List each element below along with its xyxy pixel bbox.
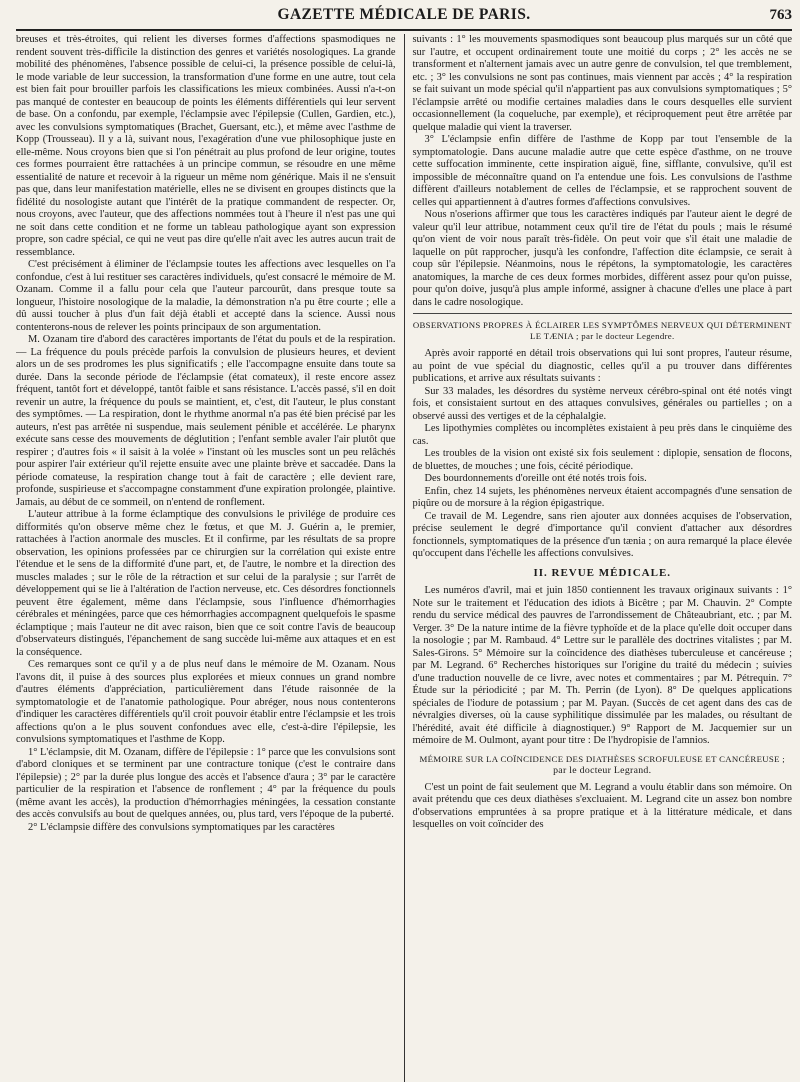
paragraph: Ces remarques sont ce qu'il y a de plus neuf dans le mémoire de M. Ozanam. Nous l'avons dit, il puise à des sources plus explorées et mieux connues un grand nombre d'autres éléments d'appréciation, particulièrement dans l'étude raisonnée de la symptomatologie et de l'anatomie pathologique. Pour abréger, nous nous contenterons d'indiquer les caractères différentiels qu'il croit pouvoir établir entre l'éclampsie et les trois affections qu'on a le plus souvent confondues avec elle, c'est-à-dire l'épilepsie, les convulsions symptomatiques et l'asthme de Kopp. (16, 659, 396, 745)
paragraph: suivants : 1° les mouvements spasmodiques sont beaucoup plus marqués sur un côté que sur l'autre, et occupent ordinairement toute une moitié du corps ; 2° les accès ne se transforment et n'alternent jamais avec un autre genre de convulsion, tel que tremblement, etc. ; 3° les convulsions ne sont pas continues, mais viennent par accès ; 4° la respiration se fait suivant un mode spécial qu'il n'appartient pas aux convulsions symptomatiques ; 5° l'éclampsie arrêté ou modifie certaines maladies dans le cours desquelles elle survient occasionnellement (la coqueluche, par exemple), et réciproquement peut être arrêtée par quelque maladie qui vient la traverser. (412, 34, 792, 133)
page-number: 763 (769, 7, 792, 23)
section-title: II. REVUE MÉDICALE. (533, 566, 672, 579)
paragraph: Des bourdonnements d'oreille ont été notés trois fois. (424, 473, 647, 484)
paragraph: C'est un point de fait seulement que M. Legrand a voulu établir dans son mémoire. On avait prétendu que ces deux diathèses s'excluaient. M. Legrand cite un assez bon nombre d'observations empruntées à sa propre pratique et à la littérature médicale, et dans lesquelles on voit coïncider des (412, 781, 792, 830)
memoire-heading-title: MÉMOIRE SUR LA COÏNCIDENCE DES DIATHÈSES SCROFULEUSE ET CANCÉREUSE ; (419, 753, 786, 764)
left-column (16, 34, 402, 1082)
paragraph: 1° L'éclampsie, dit M. Ozanam, diffère de l'épilepsie : 1° parce que les convulsions sont d'abord cloniques et se terminent par une contracture tonique (c'est le contraire dans l'épilepsie) ; 2° par la durée plus longue des accès et l'absence d'aura ; 3° par le caractère particulier de la respiration et l'absence de ronflement ; 4° par la fréquence du pouls (même avant les accès), la production d'hémorrhagies méningées, la cessation constante des accès convulsifs au bout de quelques années, ou, plus tard, vers l'époque de la puberté. (16, 746, 396, 820)
paragraph: 3° L'éclampsie enfin diffère de l'asthme de Kopp par tout l'ensemble de la symptomatologie. Dans aucune maladie autre que cette espèce d'asthme, on ne trouve cette suffocation imminente, cette inspiration aiguë, fine, sifflante, convulsive, qu'il est impossible de méconnaître quand on l'a entendue une fois. Les convulsions de l'asthme diffèrent d'ailleurs notablement de celles de l'éclampsie, et se rapprochent souvent de celles qui appartiennent à d'autres formes d'affections convulsives. (412, 134, 792, 208)
memoire-heading (413, 754, 793, 776)
memoire-heading-author: par le docteur Legrand. (553, 764, 652, 776)
paragraph: Nous n'oserions affirmer que tous les caractères indiqués par l'auteur aient le degré de valeur qu'il leur attribue, notamment ceux qu'il tire de l'état du pouls ; mais le résumé qu'on vient de voir nous paraît très-fidèle. On peut voir que s'il était une maladie de laquelle on pût rapprocher, jusqu'à les confondre, l'affection dite éclampsie, ce serait à coup sûr l'épilepsie. Néanmoins, nous le répétons, la symptomatologie, les caractères anatomiques, la marche de ces deux formes morbides, diffèrent assez pour qu'on puisse, pour qu'on doive, jusqu'à plus ample informé, assigner à chacune d'elles une place à part dans le cadre nosologique. (412, 209, 792, 308)
paragraph: breuses et très-étroites, qui relient les diverses formes d'affections spasmodiques ne rendent souvent très-difficile la distinction des genres et variétés nosologiques. La grande mobilité des phénomènes, l'absence possible de celui-ci, la présence possible de celui-là, le mode variable de leur succession, la transformation d'une forme en une autre, tout cela est bien fait pour brouiller parfois les classifications les mieux combinées. Aussi n'a-t-on pas manqué de contester en beaucoup de points les éléments différentiels qui leur servent de base. On a confondu, par exemple, l'éclampsie avec l'épilepsie (Cullen, Gardien, etc.), avec les convulsions symptomatiques (Brachet, Guersant, etc.), et même avec l'asthme de Kopp (Trousseau). Il y a là, suivant nous, l'exagération d'une vue philosophique juste en elle-même. Nous croyons bien que si l'on pénétrait au plus profond de leur origine, toutes ces formes pourraient être rattachées à un principe commun, se résoudre en une même essentialité de nature et recevoir à la rigueur un même nom générique. Mais il ne s'ensuit pas que, dans leur manifestation matérielle, elles ne se divisent en groupes distincts que la fidélité du nosologiste autant que l'intérêt de la pratique commandent de respecter. Or, nous croyons, avec l'auteur, que des affections nommées tout à l'heure il n'est pas une qui ne soit dans cette condition et ne forme un tableau pathologique ayant son expression propre, son cadre spécial, ce qui ne veut pas dire qu'elle n'ait avec les autres aucun trait de ressemblance. (16, 34, 396, 258)
paragraph: L'auteur attribue à la forme éclamptique des convulsions le privilége de produire ces difformités qu'on observe même chez le fœtus, et que M. J. Guérin a, le premier, rattachées à l'action anormale des muscles. Et il confirme, par les résultats de sa propre observation, les opinions professées par ce chirurgien sur la corrélation qui existe entre l'étendue et le sens de la difformité d'une part, et, de l'autre, le nombre et la direction des muscles malades ; sur le rôle de la rétraction et sur celui de la paralysie ; sur l'arrêt de développement qui se lie à l'altération de l'action nerveuse, etc. Ces désordres fonctionnels peuvent être également, même dans l'éclampsie, sous l'influence d'hémorrhagies cérébrales et méningées, parce que ces hémorrhagies accompagnent quelquefois le spasme éclamptique ; mais l'auteur ne dit avec raison, bien que ce soit contre l'avis de beaucoup d'observateurs distingués, l'épanchement de sang succède lui-même aux attaques et en est la conséquence. (16, 509, 396, 658)
column-divider (404, 34, 405, 1082)
paragraph: Après avoir rapporté en détail trois observations qui lui sont propres, l'auteur résume, au point de vue spécial du diagnostic, celles qu'il a pu trouver dans différentes publications, et arrive aux résultats suivants : (412, 348, 792, 384)
paragraph: Les lipothymies complètes ou incomplètes existaient à peu près dans le cinquième des cas. (412, 423, 792, 447)
paragraph: 2° L'éclampsie diffère des convulsions symptomatiques par les caractères (28, 821, 335, 833)
paragraph: Les numéros d'avril, mai et juin 1850 contiennent les travaux originaux suivants : 1° Note sur le traitement et l'éducation des idiots à Bicêtre ; par M. Chauvin. 2° Compte rendu du service médical des pauvres de l'arrondissement de Châteaubriant, etc. ; par M. Verger. 3° De la nature intime de la fièvre typhoïde et de la place qu'elle doit occuper dans la nosologie ; par M. Rambaud. 4° Lettre sur le parallèle des doctrines vitalistes ; par M. Sales-Girons. 5° Mémoire sur la coïncidence des diathèses tuberculeuse et cancéreuse ; par M. Legrand. 6° Recherches historiques sur l'origine du traité du médecin ; suivies d'une traduction nouvelle de ce livre, avec notes et commentaires ; par M. Pétrequin. 7° Étude sur la périodicité ; par M. Th. Perrin (de Lyon). 8° De quelques applications spéciales de l'iodure de potassium ; par M. Payan. (Succès de cet agent dans des cas de névralgies diverses, où la cause syphilitique dissimulée par les malades, ou résultant de l'hérédité, avait été difficile à diagnostiquer.) 9° Rapport de M. Jacquemier sur un mémoire de M. Oulmont, ayant pour titre : De l'hydropisie de l'amnios. (412, 585, 792, 746)
paragraph: Enfin, chez 14 sujets, les phénomènes nerveux étaient accompagnés d'une sensation de piqûre ou de morsure à la région épigastrique. (412, 485, 792, 509)
page-header (16, 6, 792, 31)
section-rule (413, 313, 793, 314)
observations-heading: OBSERVATIONS PROPRES À ÉCLAIRER LES SYMPTÔMES NERVEUX QUI DÉTERMINENT LE TÆNIA ; par le docteur Legendre. (412, 320, 792, 341)
columns (16, 34, 792, 1082)
paragraph: Sur 33 malades, les désordres du système nerveux cérébro-spinal ont été notés vingt fois, et consistaient surtout en des attaques convulsives, générales ou partielles ; on a observé aussi des vertiges et de la céphalalgie. (412, 385, 792, 422)
paragraph: Les troubles de la vision ont existé six fois seulement : diplopie, sensation de flocons, de bluettes, de mouches ; une fois, cécité périodique. (412, 448, 792, 472)
right-column (407, 34, 793, 1082)
paragraph: M. Ozanam tire d'abord des caractères importants de l'état du pouls et de la respiration. — La fréquence du pouls précède parfois la convulsion de plusieurs heures, et devient alors un de ses prodromes les plus significatifs ; elle l'accompagne ensuite dans toute sa durée. Dans la seconde période de l'éclampsie (état comateux), il reste encore assez fréquent, tantôt fort et développé, tantôt faible et sans résistance. L'accès passé, s'il en doit revenir un autre, la fréquence du pouls se maintient, et, c'est, dit l'auteur, le plus constant des symptômes. — La respiration, dont le rhythme anormal n'a pas été bien précisé par les auteurs, n'est pas arrêtée ni suspendue, mais seulement pénible et accélérée. Le pharynx exécute sans cesse des mouvements de déglutition ; l'enfant semble avaler l'air plutôt que respirer ; d'autres fois « il saisit à la volée » l'instant où les muscles sont un peu relâchés pour aspirer l'air extérieur qu'il rejette ensuite avec une plainte brève et saccadée. Dans la période comateuse, la respiration change tout à fait de caractère ; elle devient rare, profonde, suspirieuse et s'accompagne constamment d'une expiration prolongée, plaintive. Jamais, au début de ce sommeil, on n'entend de ronflement. (16, 334, 396, 508)
paragraph: C'est précisément à éliminer de l'éclampsie toutes les affections avec lesquelles on l'a confondue, c'est à lui restituer ses caractères individuels, qu'est consacré le mémoire de M. Ozanam. Comme il a fallu pour cela que l'auteur parcourût, dans presque toute sa longueur, l'histoire nosologique de la maladie, la démonstration n'a pu être courte ; elle a dû aussi toucher à plus d'un fait déjà établi et accepté dans la science. Aussi nous contenterons-nous de relever les points principaux de son argumentation. (16, 259, 396, 333)
journal-title: GAZETTE MÉDICALE DE PARIS. (277, 6, 531, 23)
paragraph: Ce travail de M. Legendre, sans rien ajouter aux données acquises de l'observation, précise seulement le degré d'importance qu'il convient d'attacher aux désordres fonctionnels, symptomatiques de la présence d'un tænia ; on aura remarqué la place élevée qu'occupent dans l'échelle les affections convulsives. (412, 510, 792, 559)
